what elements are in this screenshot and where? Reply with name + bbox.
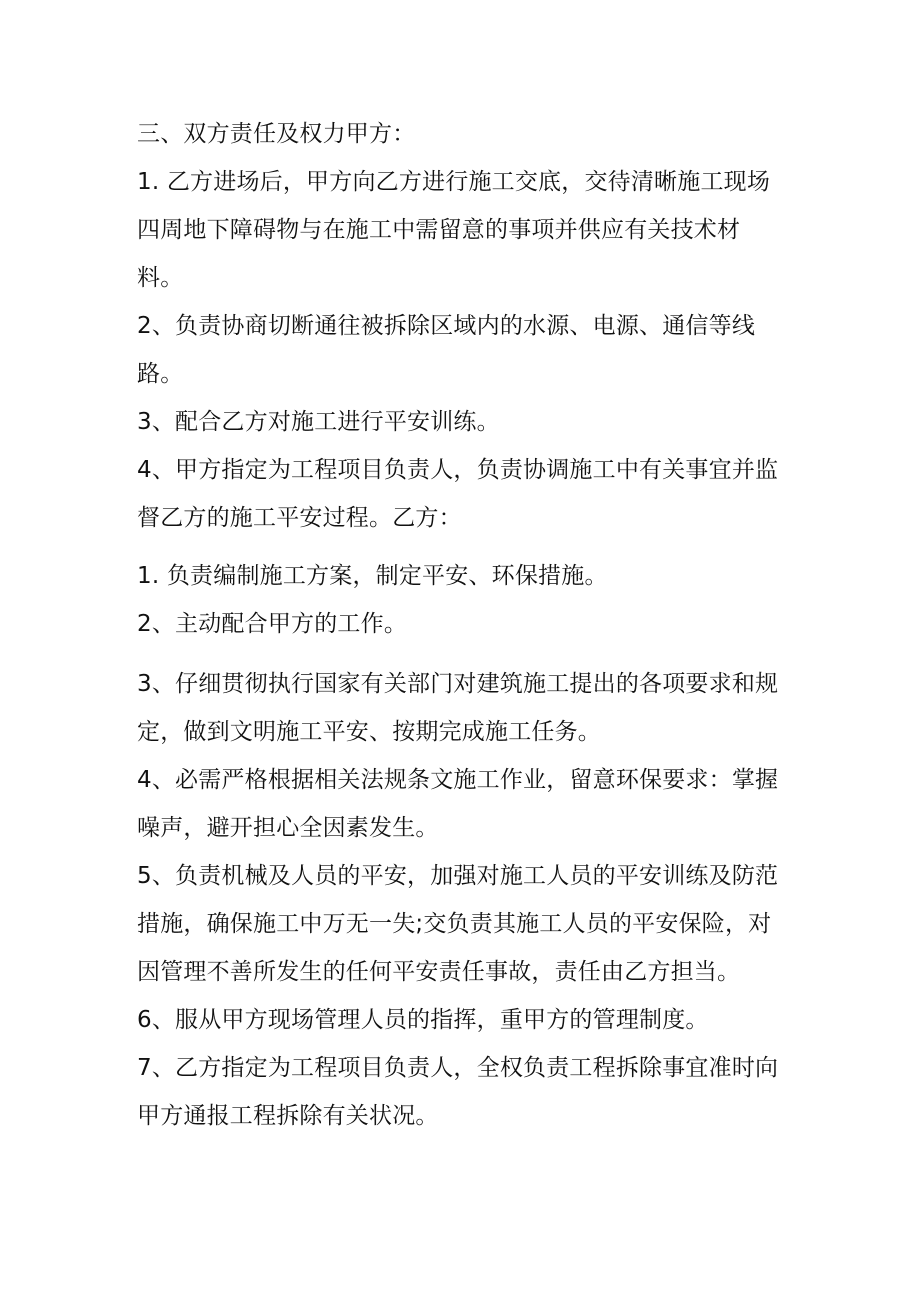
paragraph-line: 5、负责机械及人员的平安，加强对施工人员的平安训练及防范 xyxy=(137,863,779,889)
party-b-item-5 xyxy=(137,852,797,996)
party-a-item-3 xyxy=(137,398,797,446)
paragraph-line: 定，做到文明施工平安、按期完成施工任务。 xyxy=(137,719,601,745)
paragraph-line: 3、仔细贯彻执行国家有关部门对建筑施工提出的各项要求和规 xyxy=(137,671,779,697)
paragraph-line: 3、配合乙方对施工进行平安训练。 xyxy=(137,409,500,435)
party-b-item-1 xyxy=(137,552,797,600)
paragraph-line: 1. 负责编制施工方案，制定平安、环保措施。 xyxy=(137,563,608,589)
paragraph-line: 4、必需严格根据相关法规条文施工作业，留意环保要求：掌握 xyxy=(137,767,779,793)
paragraph-line: 措施，确保施工中万无一失;交负责其施工人员的平安保险，对 xyxy=(137,911,772,937)
paragraph-line: 7、乙方指定为工程项目负责人，全权负责工程拆除事宜准时向 xyxy=(137,1055,779,1081)
party-b-item-4 xyxy=(137,756,797,852)
paragraph-line: 1. 乙方进场后，甲方向乙方进行施工交底，交待清晰施工现场 xyxy=(137,169,771,195)
party-b-item-3 xyxy=(137,660,797,756)
paragraph-line: 甲方通报工程拆除有关状况。 xyxy=(137,1103,439,1129)
paragraph-line: 督乙方的施工平安过程。乙方： xyxy=(137,505,462,531)
party-b-item-2 xyxy=(137,600,797,648)
document-body xyxy=(137,110,797,1140)
paragraph-line: 因管理不善所发生的任何平安责任事故，责任由乙方担当。 xyxy=(137,959,741,985)
paragraph-line: 4、甲方指定为工程项目负责人，负责协调施工中有关事宜并监 xyxy=(137,457,779,483)
party-a-item-1 xyxy=(137,158,797,302)
paragraph-line: 路。 xyxy=(137,361,184,387)
paragraph-line: 6、服从甲方现场管理人员的指挥，重甲方的管理制度。 xyxy=(137,1007,709,1033)
party-a-item-2 xyxy=(137,302,797,398)
spacer xyxy=(137,542,797,552)
paragraph-line: 料。 xyxy=(137,265,184,291)
section-heading: 三、双方责任及权力甲方： xyxy=(137,121,416,147)
paragraph-line: 四周地下障碍物与在施工中需留意的事项并供应有关技术材 xyxy=(137,217,741,243)
party-b-item-6 xyxy=(137,996,797,1044)
paragraph-line: 2、负责协商切断通往被拆除区域内的水源、电源、通信等线 xyxy=(137,313,756,339)
paragraph-line: 噪声，避开担心全因素发生。 xyxy=(137,815,439,841)
party-a-item-4 xyxy=(137,446,797,542)
paragraph-line: 2、主动配合甲方的工作。 xyxy=(137,611,408,637)
spacer xyxy=(137,648,797,660)
party-b-item-7 xyxy=(137,1044,797,1140)
